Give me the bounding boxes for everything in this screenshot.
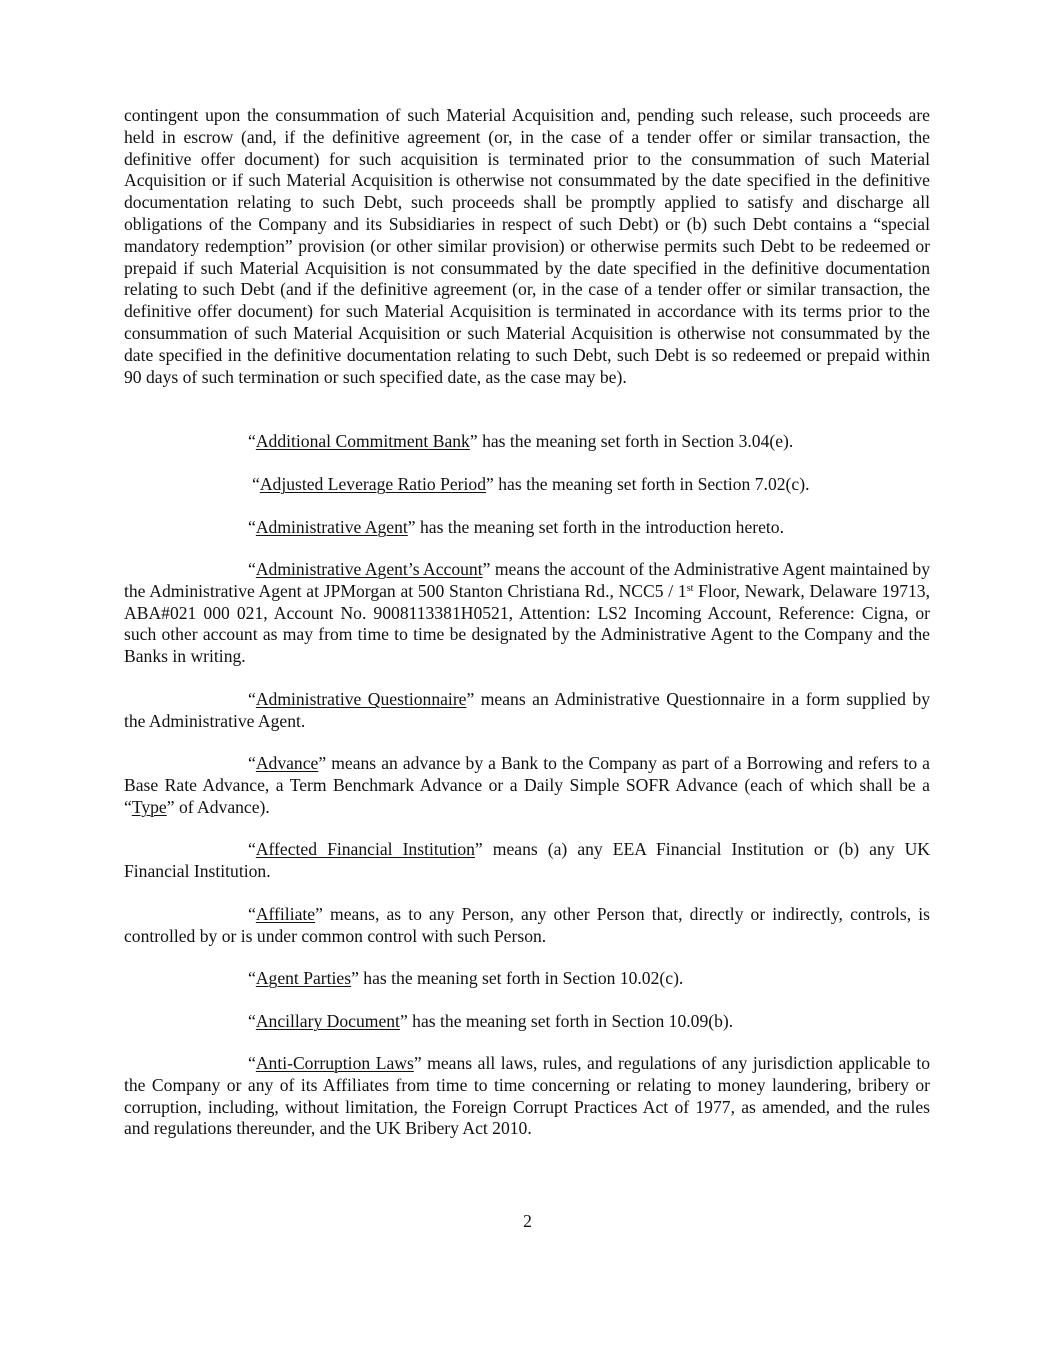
definition-text: ” has the meaning set forth in the introduction hereto. <box>407 517 785 537</box>
defined-term: Administrative Agent <box>255 517 408 537</box>
definition-additional-commitment-bank: “Additional Commitment Bank” has the meaning set forth in Section 3.04(e). <box>248 431 794 451</box>
definition-text: ” has the meaning set forth in Section 10.09(b). <box>399 1011 734 1031</box>
definition-affected-financial-institution: “Affected Financial Institution” means (a) any EEA Financial Institution or (b) any UK Financial Institution. <box>124 839 931 881</box>
definition-adjusted-leverage-ratio-period: “Adjusted Leverage Ratio Period” has the meaning set forth in Section 7.02(c). <box>252 474 810 494</box>
defined-term: Affected Financial Institution <box>255 839 475 859</box>
continuation-paragraph: contingent upon the consummation of such Material Acquisition and, pending such release, such proceeds are held in escrow (and, if the definitive agreement (or, in the case of a tender offer or similar transaction, the definitive offer document) for such acquisition is terminated prior to the consummation of such Material Acquisition or if such Material Acquisition is otherwise not consummated by the date specified in the definitive documentation relating to such Debt, such proceeds shall be promptly applied to satisfy and discharge all obligations of the Company and its Subsidiaries in respect of such Debt) or (b) such Debt contains a “special mandatory redemption” provision (or other similar provision) or otherwise permits such Debt to be redeemed or prepaid if such Material Acquisition is not consummated by the date specified in the definitive documentation relating to such Debt (and if the definitive agreement (or, in the case of a tender offer or similar transaction, the definitive offer document) for such Material Acquisition is terminated in accordance with its terms prior to the consummation of such Material Acquisition or such Material Acquisition is otherwise not consummated by the date specified in the definitive documentation relating to such Debt, such Debt is so redeemed or prepaid within 90 days of such termination or such specified date, as the case may be). <box>124 105 930 387</box>
definition-advance: “Advance” means an advance by a Bank to the Company as part of a Borrowing and refers to a Base Rate Advance, a Term Benchmark Advance or a Daily Simple SOFR Advance (each of which shall be a “Type” of Advance). <box>124 753 930 817</box>
definition-affiliate: “Affiliate” means, as to any Person, any other Person that, directly or indirectly, controls, is controlled by or is under common control with such Person. <box>124 904 930 946</box>
definition-text: ” means (a) any EEA Financial Institution or (b) any UK Financial Institution. <box>124 839 931 881</box>
defined-term: Anti-Corruption Laws <box>255 1053 414 1073</box>
definition-text: ” has the meaning set forth in Section 10.02(c). <box>351 968 684 988</box>
definition-text-continued: Floor, Newark, Delaware 19713, ABA#021 000 021, Account No. 9008113381H0521, Attention: LS2 Incoming Account, Reference: Cigna, or such other account as may from time to time be designated by the Administrative Agent to the Company and the Banks in writing. <box>124 580 930 667</box>
definition-text: ” means an Administrative Questionnaire in a form supplied by the Administrative Agent. <box>124 689 930 731</box>
definition-anti-corruption-laws: “Anti-Corruption Laws” means all laws, rules, and regulations of any jurisdiction applicable to the Company or any of its Affiliates from time to time concerning or relating to money laundering, bribery or corruption, including, without limitation, the Foreign Corrupt Practices Act of 1977, as amended, and the rules and regulations thereunder, and the UK Bribery Act 2010. <box>124 1053 930 1139</box>
definition-text: ” has the meaning set forth in Section 7.02(c). <box>486 474 810 494</box>
definition-agent-parties: “Agent Parties” has the meaning set forth in Section 10.02(c). <box>248 968 684 988</box>
definition-administrative-agent: “Administrative Agent” has the meaning set forth in the introduction hereto. <box>248 517 785 537</box>
definition-text: ” means all laws, rules, and regulations of any jurisdiction applicable to the Company or any of its Affiliates from time to time concerning or relating to money laundering, bribery or corruption, including, without limitation, the Foreign Corrupt Practices Act of 1977, as amended, and the rules and regulations thereunder, and the UK Bribery Act 2010. <box>124 1053 930 1139</box>
defined-term: Adjusted Leverage Ratio Period <box>259 474 487 494</box>
defined-term: Advance <box>255 753 319 773</box>
defined-term: Additional Commitment Bank <box>255 431 470 451</box>
defined-term-type: Type <box>131 796 167 817</box>
definition-text: ” has the meaning set forth in Section 3.04(e). <box>469 431 794 451</box>
defined-term: Ancillary Document <box>255 1011 400 1031</box>
defined-term: Administrative Agent’s Account <box>255 559 483 579</box>
page-number: 2 <box>523 1211 532 1231</box>
defined-term: Agent Parties <box>255 968 352 988</box>
definition-text: ” means an advance by a Bank to the Company as part of a Borrowing and refers to a Base Rate Advance, a Term Benchmark Advance or a Daily Simple SOFR Advance (each of which shall be a “ <box>124 753 930 817</box>
definition-text-end: ” of Advance). <box>166 796 270 817</box>
defined-term: Administrative Questionnaire <box>255 689 467 709</box>
superscript: st <box>686 582 694 594</box>
definition-administrative-questionnaire: “Administrative Questionnaire” means an Administrative Questionnaire in a form supplied by the Administrative Agent. <box>124 689 930 731</box>
definition-text: ” means the account of the Administrative Agent maintained by the Administrative Agent at JPMorgan at 500 Stanton Christiana Rd., NCC5 / 1 <box>124 559 930 601</box>
defined-term: Affiliate <box>255 904 316 924</box>
definition-ancillary-document: “Ancillary Document” has the meaning set forth in Section 10.09(b). <box>248 1011 734 1031</box>
definition-administrative-agents-account: “Administrative Agent’s Account” means the account of the Administrative Agent maintained by the Administrative Agent at JPMorgan at 500 Stanton Christiana Rd., NCC5 / 1st Floor, Newark, Delaware 19713, ABA#021 000 021, Account No. 9008113381H0521, Attention: LS2 Incoming Account, Reference: Cigna, or such other account as may from time to time be designated by the Administrative Agent to the Company and the Banks in writing. <box>124 559 930 667</box>
definition-text: ” means, as to any Person, any other Person that, directly or indirectly, controls, is controlled by or is under common control with such Person. <box>124 904 930 946</box>
